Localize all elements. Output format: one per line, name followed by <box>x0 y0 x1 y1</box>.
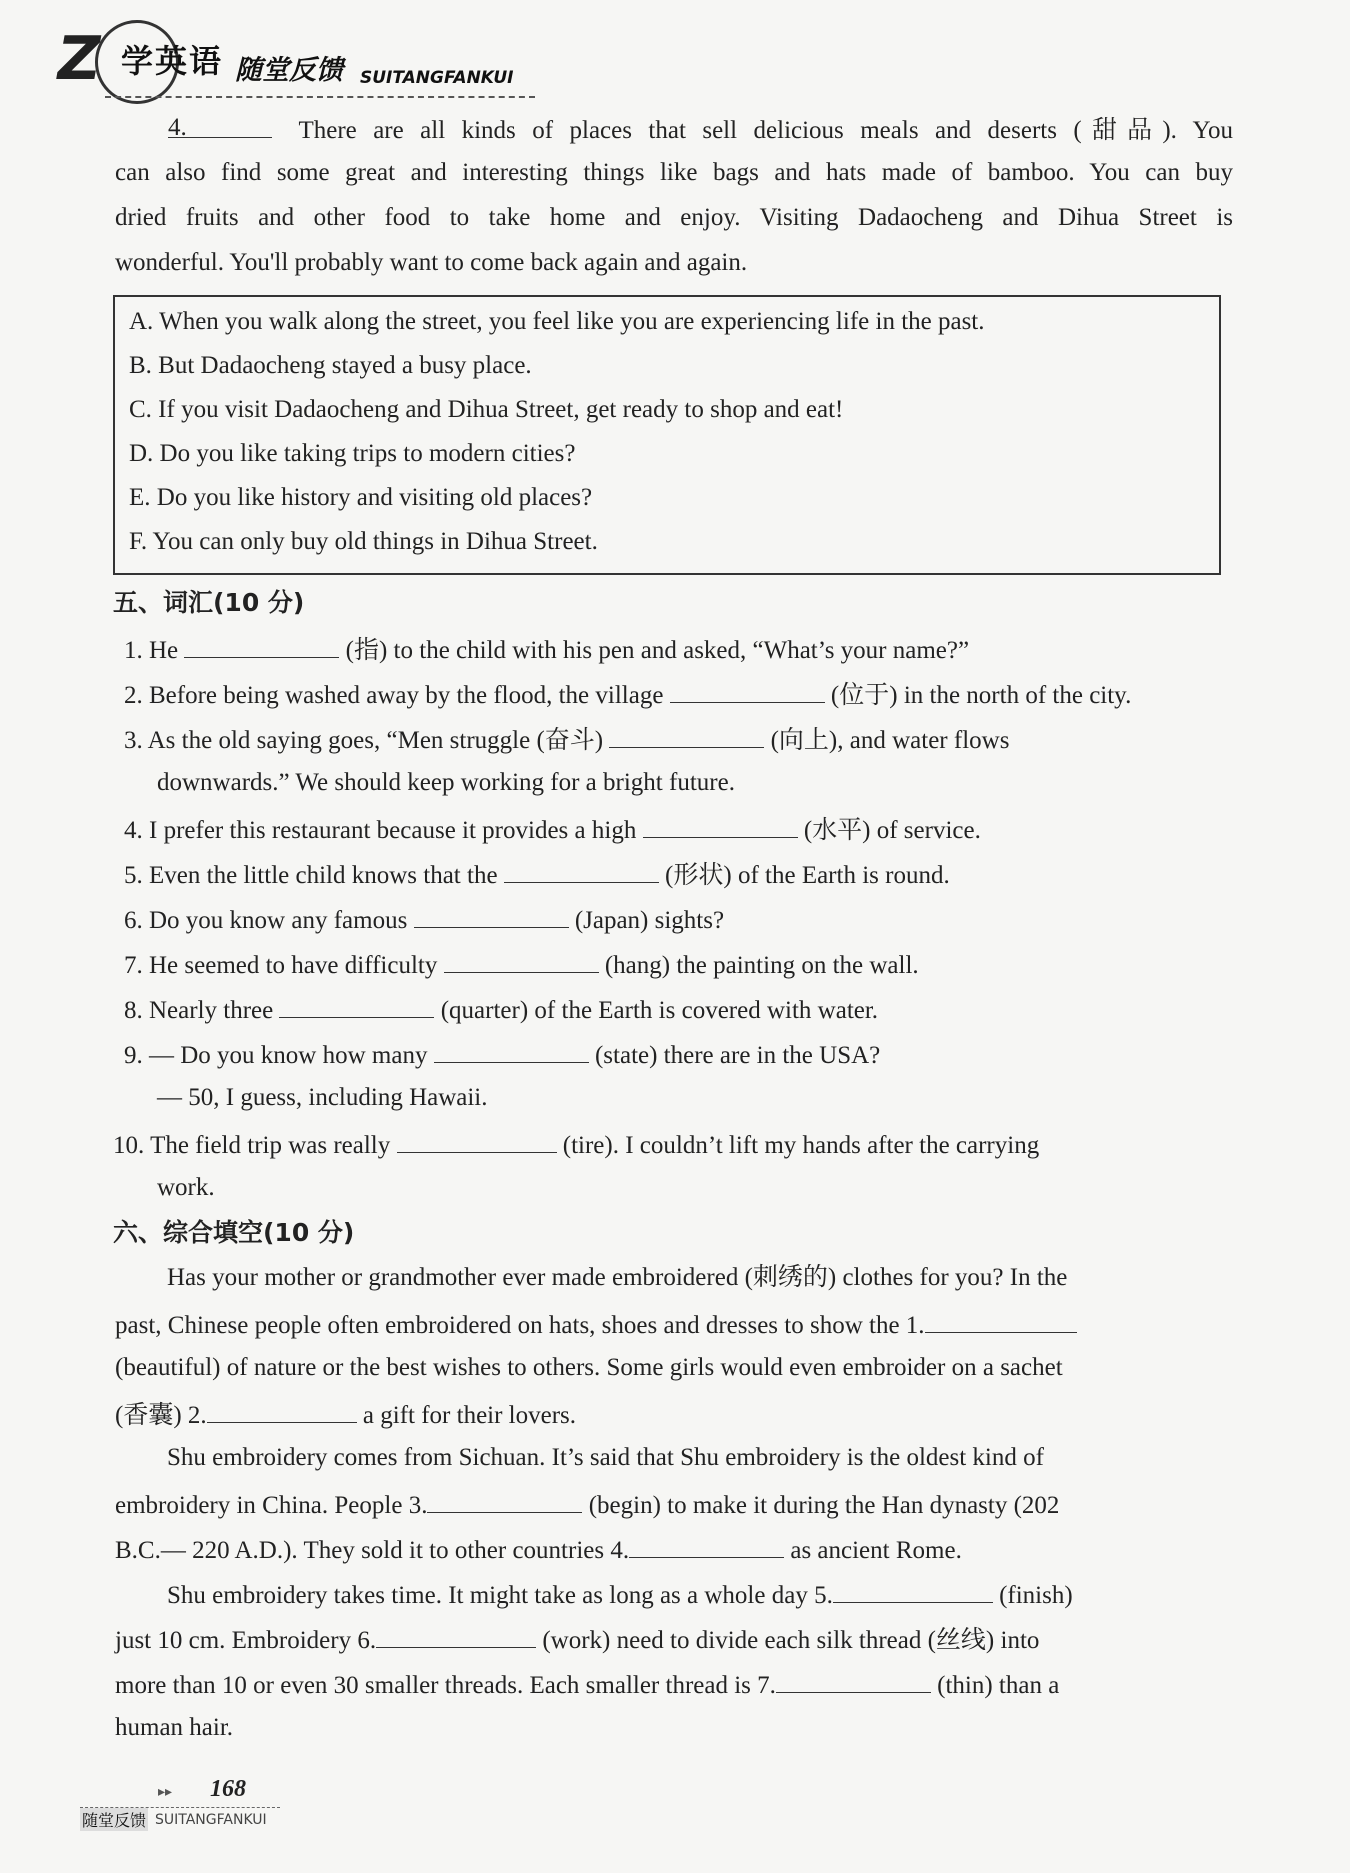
section-title-vocabulary: 五、词汇(10 分) <box>113 588 305 617</box>
vocab-item-10-cont: work. <box>157 1174 215 1201</box>
option-d: D. Do you like taking trips to modern cities? <box>129 440 576 467</box>
passage-text: There are all kinds of places that sell delicious meals and deserts (甜品). You <box>298 117 1233 144</box>
vocab-item-1: 1. He (指) to the child with his pen and asked, “What’s your name?” <box>124 633 1242 666</box>
cloze-line: (香囊) 2. a gift for their lovers. <box>115 1398 1233 1431</box>
page-header <box>50 10 535 100</box>
answer-blank[interactable] <box>643 813 798 838</box>
vocab-item-7: 7. He seemed to have difficulty (hang) the painting on the wall. <box>124 948 1242 981</box>
answer-blank[interactable] <box>670 678 825 703</box>
cloze-line: more than 10 or even 30 smaller threads. Each smaller thread is 7. (thin) than a <box>115 1668 1233 1701</box>
cloze-line: past, Chinese people often embroidered on hats, shoes and dresses to show the 1. <box>115 1308 1233 1341</box>
cloze-line: Has your mother or grandmother ever made embroidered (刺绣的) clothes for you? In the <box>167 1264 1068 1291</box>
cloze-line: (beautiful) of nature or the best wishes to others. Some girls would even embroider on a sachet <box>115 1354 1063 1381</box>
options-box <box>113 295 1221 575</box>
answer-blank[interactable] <box>414 903 569 928</box>
option-c: C. If you visit Dadaocheng and Dihua Street, get ready to shop and eat! <box>129 396 844 423</box>
cloze-blank-5[interactable] <box>833 1578 993 1603</box>
page-number: 168 <box>210 1776 246 1802</box>
option-f: F. You can only buy old things in Dihua Street. <box>129 528 598 555</box>
arrow-icon: ▸▸ <box>158 1785 173 1800</box>
vocab-item-8: 8. Nearly three (quarter) of the Earth is covered with water. <box>124 993 1242 1026</box>
vocab-item-10: 10. The field trip was really (tire). I couldn’t lift my hands after the carrying <box>113 1128 1233 1161</box>
answer-blank[interactable] <box>184 633 339 658</box>
vocab-item-3-cont: downwards.” We should keep working for a bright future. <box>157 769 735 796</box>
section-title-cloze: 六、综合填空(10 分) <box>113 1218 355 1247</box>
option-e: E. Do you like history and visiting old places? <box>129 484 593 511</box>
cloze-blank-4[interactable] <box>629 1533 784 1558</box>
cloze-blank-1[interactable] <box>925 1308 1077 1333</box>
cloze-blank-2[interactable] <box>207 1398 357 1423</box>
option-a: A. When you walk along the street, you feel like you are experiencing life in the past. <box>129 308 985 335</box>
vocab-item-9: 9. — Do you know how many (state) there are in the USA? <box>124 1038 1242 1071</box>
vocab-item-6: 6. Do you know any famous (Japan) sights? <box>124 903 1242 936</box>
answer-blank[interactable] <box>434 1038 589 1063</box>
vocab-item-5: 5. Even the little child knows that the (形状) of the Earth is round. <box>124 858 1242 891</box>
header-divider <box>105 96 535 98</box>
vocab-item-9-reply: — 50, I guess, including Hawaii. <box>157 1084 488 1111</box>
cloze-line: embroidery in China. People 3. (begin) to make it during the Han dynasty (202 <box>115 1488 1233 1521</box>
vocab-item-4: 4. I prefer this restaurant because it provides a high (水平) of service. <box>124 813 1242 846</box>
header-subtitle-en: SUITANGFANKUI <box>360 68 514 88</box>
cloze-line: human hair. <box>115 1714 234 1741</box>
header-title-cn: 学英语 <box>121 42 224 80</box>
option-b: B. But Dadaocheng stayed a busy place. <box>129 352 532 379</box>
cloze-line: Shu embroidery comes from Sichuan. It’s said that Shu embroidery is the oldest kind of <box>167 1444 1044 1471</box>
answer-blank[interactable] <box>279 993 434 1018</box>
passage-line: wonderful. You'll probably want to come back again and again. <box>115 249 748 276</box>
footer-tag-cn: 随堂反馈 <box>80 1808 148 1831</box>
answer-blank[interactable] <box>397 1128 557 1153</box>
answer-blank[interactable] <box>609 723 764 748</box>
cloze-line: Shu embroidery takes time. It might take as long as a whole day 5. (finish) <box>167 1578 1233 1611</box>
paragraph-number: 4. <box>168 114 187 141</box>
header-subtitle-cn: 随堂反馈 <box>235 55 343 86</box>
passage-line <box>168 113 1233 146</box>
answer-blank[interactable] <box>444 948 599 973</box>
cloze-line: just 10 cm. Embroidery 6. (work) need to divide each silk thread (丝线) into <box>115 1623 1233 1656</box>
passage-line: dried fruits and other food to take home and enjoy. Visiting Dadaocheng and Dihua Street is <box>115 204 1233 231</box>
vocab-item-3: 3. As the old saying goes, “Men struggle (奋斗) (向上), and water flows <box>124 723 1233 756</box>
cloze-blank-3[interactable] <box>427 1488 582 1513</box>
answer-blank[interactable] <box>504 858 659 883</box>
cloze-blank-7[interactable] <box>776 1668 931 1693</box>
vocab-item-2: 2. Before being washed away by the flood, the village (位于) in the north of the city. <box>124 678 1242 711</box>
cloze-blank-6[interactable] <box>376 1623 536 1648</box>
page-footer <box>80 1770 380 1830</box>
cloze-line: B.C.— 220 A.D.). They sold it to other countries 4. as ancient Rome. <box>115 1533 1233 1566</box>
passage-line: can also find some great and interesting things like bags and hats made of bamboo. You can buy <box>115 159 1233 186</box>
footer-tag-en: SUITANGFANKUI <box>155 1812 267 1828</box>
logo-letter: Z <box>50 24 107 94</box>
